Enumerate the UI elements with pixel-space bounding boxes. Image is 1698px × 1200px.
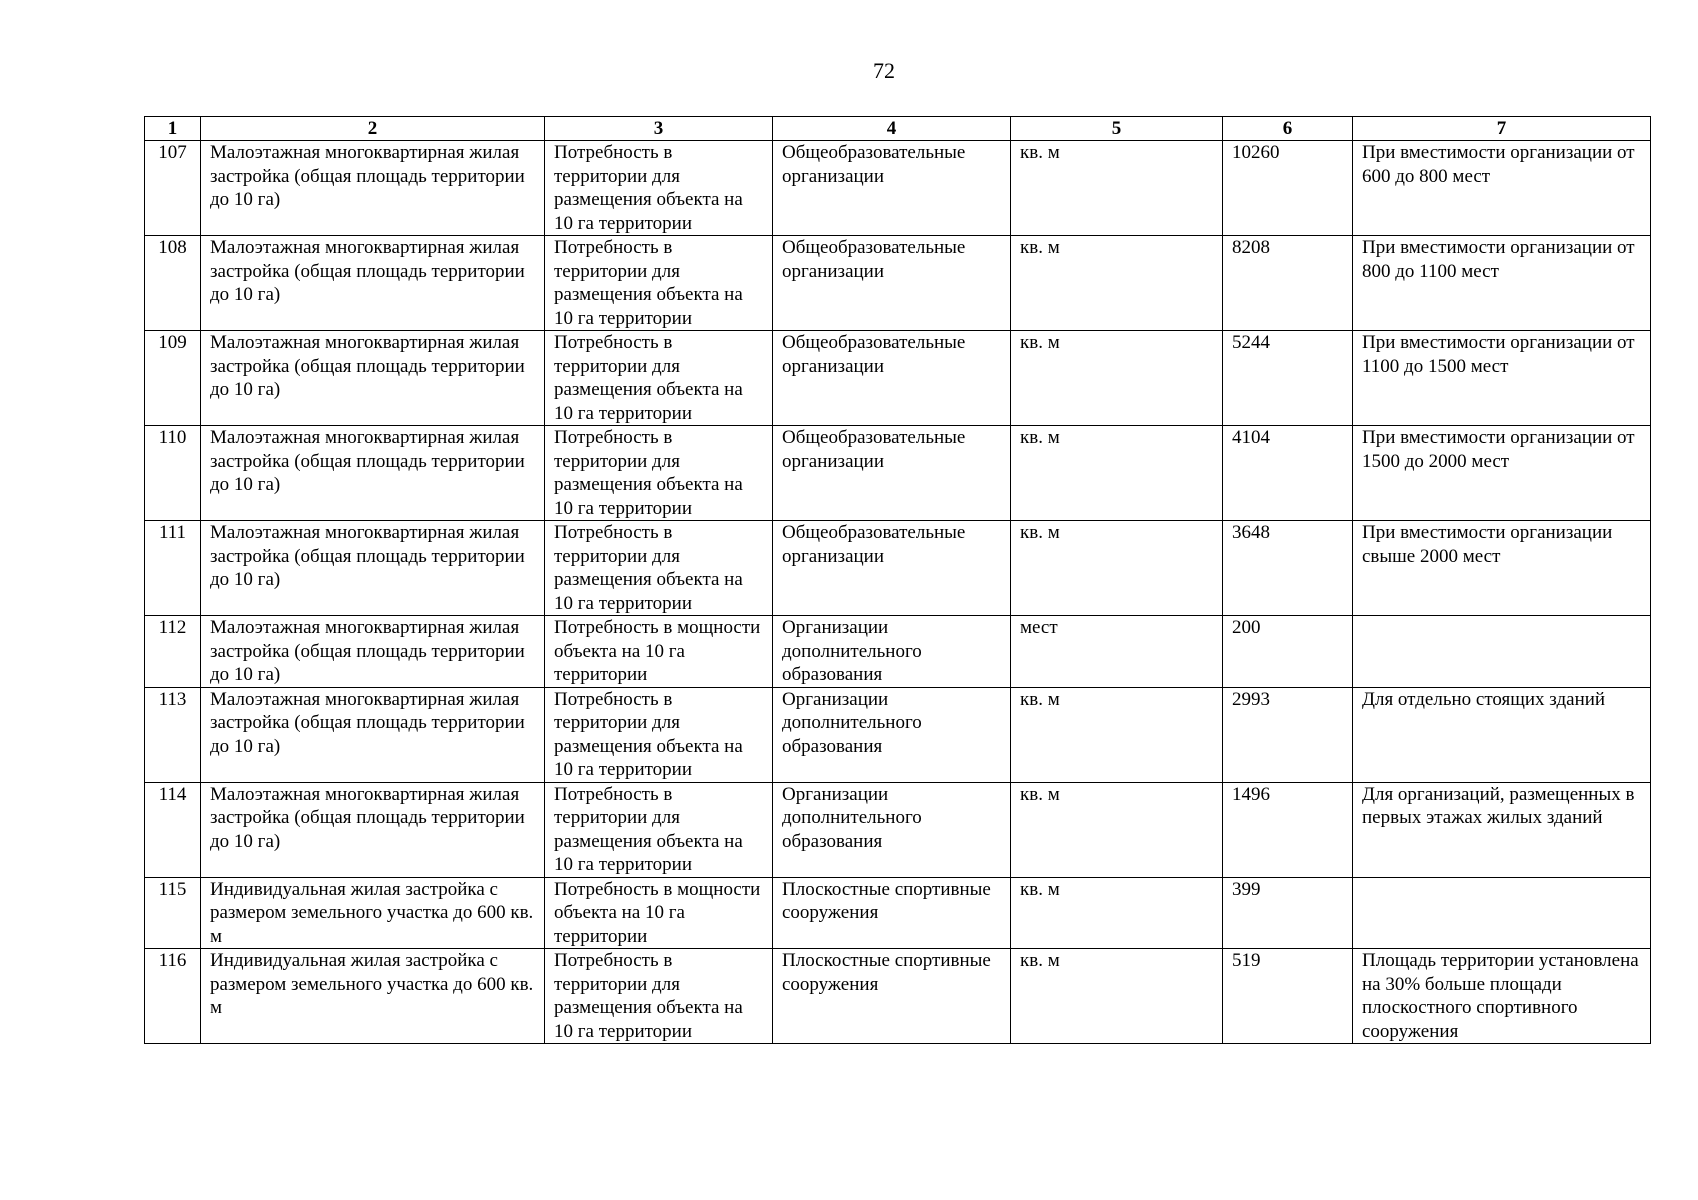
- column-header: 1: [145, 117, 201, 141]
- note-cell: При вместимости организации от 800 до 1100 мест: [1353, 236, 1651, 331]
- zone-cell: Малоэтажная многоквартирная жилая застройка (общая площадь территории до 10 га): [201, 687, 545, 782]
- note-cell: [1353, 616, 1651, 688]
- zone-cell: Индивидуальная жилая застройка с размером земельного участка до 600 кв. м: [201, 949, 545, 1044]
- row-number: 109: [145, 331, 201, 426]
- unit-cell: кв. м: [1011, 782, 1223, 877]
- table-row: [145, 616, 1651, 688]
- unit-cell: кв. м: [1011, 141, 1223, 236]
- need-cell: Потребность в мощности объекта на 10 га территории: [545, 877, 773, 949]
- row-number: 116: [145, 949, 201, 1044]
- need-cell: Потребность в территории для размещения объекта на 10 га территории: [545, 426, 773, 521]
- object-cell: Общеобразовательные организации: [773, 521, 1011, 616]
- object-cell: Общеобразовательные организации: [773, 426, 1011, 521]
- unit-cell: мест: [1011, 616, 1223, 688]
- value-cell: 8208: [1223, 236, 1353, 331]
- need-cell: Потребность в территории для размещения объекта на 10 га территории: [545, 141, 773, 236]
- object-cell: Организации дополнительного образования: [773, 782, 1011, 877]
- row-number: 115: [145, 877, 201, 949]
- unit-cell: кв. м: [1011, 236, 1223, 331]
- need-cell: Потребность в территории для размещения объекта на 10 га территории: [545, 521, 773, 616]
- value-cell: 2993: [1223, 687, 1353, 782]
- object-cell: Организации дополнительного образования: [773, 687, 1011, 782]
- row-number: 110: [145, 426, 201, 521]
- need-cell: Потребность в мощности объекта на 10 га территории: [545, 616, 773, 688]
- row-number: 108: [145, 236, 201, 331]
- column-header: 4: [773, 117, 1011, 141]
- note-cell: [1353, 877, 1651, 949]
- unit-cell: кв. м: [1011, 331, 1223, 426]
- zone-cell: Малоэтажная многоквартирная жилая застройка (общая площадь территории до 10 га): [201, 616, 545, 688]
- zone-cell: Малоэтажная многоквартирная жилая застройка (общая площадь территории до 10 га): [201, 331, 545, 426]
- object-cell: Общеобразовательные организации: [773, 236, 1011, 331]
- zone-cell: Малоэтажная многоквартирная жилая застройка (общая площадь территории до 10 га): [201, 426, 545, 521]
- object-cell: Общеобразовательные организации: [773, 331, 1011, 426]
- table-row: [145, 782, 1651, 877]
- column-header: 6: [1223, 117, 1353, 141]
- value-cell: 1496: [1223, 782, 1353, 877]
- unit-cell: кв. м: [1011, 687, 1223, 782]
- zone-cell: Малоэтажная многоквартирная жилая застройка (общая площадь территории до 10 га): [201, 782, 545, 877]
- row-number: 111: [145, 521, 201, 616]
- object-cell: Плоскостные спортивные сооружения: [773, 877, 1011, 949]
- column-header: 5: [1011, 117, 1223, 141]
- column-header: 2: [201, 117, 545, 141]
- value-cell: 399: [1223, 877, 1353, 949]
- need-cell: Потребность в территории для размещения объекта на 10 га территории: [545, 236, 773, 331]
- value-cell: 519: [1223, 949, 1353, 1044]
- zone-cell: Малоэтажная многоквартирная жилая застройка (общая площадь территории до 10 га): [201, 141, 545, 236]
- value-cell: 200: [1223, 616, 1353, 688]
- page-number: 72: [873, 58, 895, 83]
- need-cell: Потребность в территории для размещения объекта на 10 га территории: [545, 331, 773, 426]
- need-cell: Потребность в территории для размещения объекта на 10 га территории: [545, 949, 773, 1044]
- note-cell: Для организаций, размещенных в первых этажах жилых зданий: [1353, 782, 1651, 877]
- note-cell: При вместимости организации от 1500 до 2000 мест: [1353, 426, 1651, 521]
- row-number: 114: [145, 782, 201, 877]
- object-cell: Плоскостные спортивные сооружения: [773, 949, 1011, 1044]
- unit-cell: кв. м: [1011, 521, 1223, 616]
- norms-table: [144, 116, 1651, 1044]
- table-row: [145, 877, 1651, 949]
- note-cell: При вместимости организации от 600 до 800 мест: [1353, 141, 1651, 236]
- unit-cell: кв. м: [1011, 877, 1223, 949]
- table-row: [145, 521, 1651, 616]
- object-cell: Организации дополнительного образования: [773, 616, 1011, 688]
- row-number: 113: [145, 687, 201, 782]
- zone-cell: Малоэтажная многоквартирная жилая застройка (общая площадь территории до 10 га): [201, 236, 545, 331]
- unit-cell: кв. м: [1011, 426, 1223, 521]
- column-header: 3: [545, 117, 773, 141]
- note-cell: Площадь территории установлена на 30% больше площади плоскостного спортивного сооружения: [1353, 949, 1651, 1044]
- unit-cell: кв. м: [1011, 949, 1223, 1044]
- note-cell: Для отдельно стоящих зданий: [1353, 687, 1651, 782]
- zone-cell: Индивидуальная жилая застройка с размером земельного участка до 600 кв. м: [201, 877, 545, 949]
- table-row: [145, 426, 1651, 521]
- value-cell: 4104: [1223, 426, 1353, 521]
- table-row: [145, 236, 1651, 331]
- value-cell: 10260: [1223, 141, 1353, 236]
- row-number: 112: [145, 616, 201, 688]
- table-row: [145, 331, 1651, 426]
- need-cell: Потребность в территории для размещения объекта на 10 га территории: [545, 782, 773, 877]
- note-cell: При вместимости организации от 1100 до 1500 мест: [1353, 331, 1651, 426]
- note-cell: При вместимости организации свыше 2000 мест: [1353, 521, 1651, 616]
- object-cell: Общеобразовательные организации: [773, 141, 1011, 236]
- column-header: 7: [1353, 117, 1651, 141]
- table-row: [145, 949, 1651, 1044]
- need-cell: Потребность в территории для размещения объекта на 10 га территории: [545, 687, 773, 782]
- value-cell: 5244: [1223, 331, 1353, 426]
- value-cell: 3648: [1223, 521, 1353, 616]
- table-header-row: [145, 117, 1651, 141]
- zone-cell: Малоэтажная многоквартирная жилая застройка (общая площадь территории до 10 га): [201, 521, 545, 616]
- table-row: [145, 141, 1651, 236]
- row-number: 107: [145, 141, 201, 236]
- table-row: [145, 687, 1651, 782]
